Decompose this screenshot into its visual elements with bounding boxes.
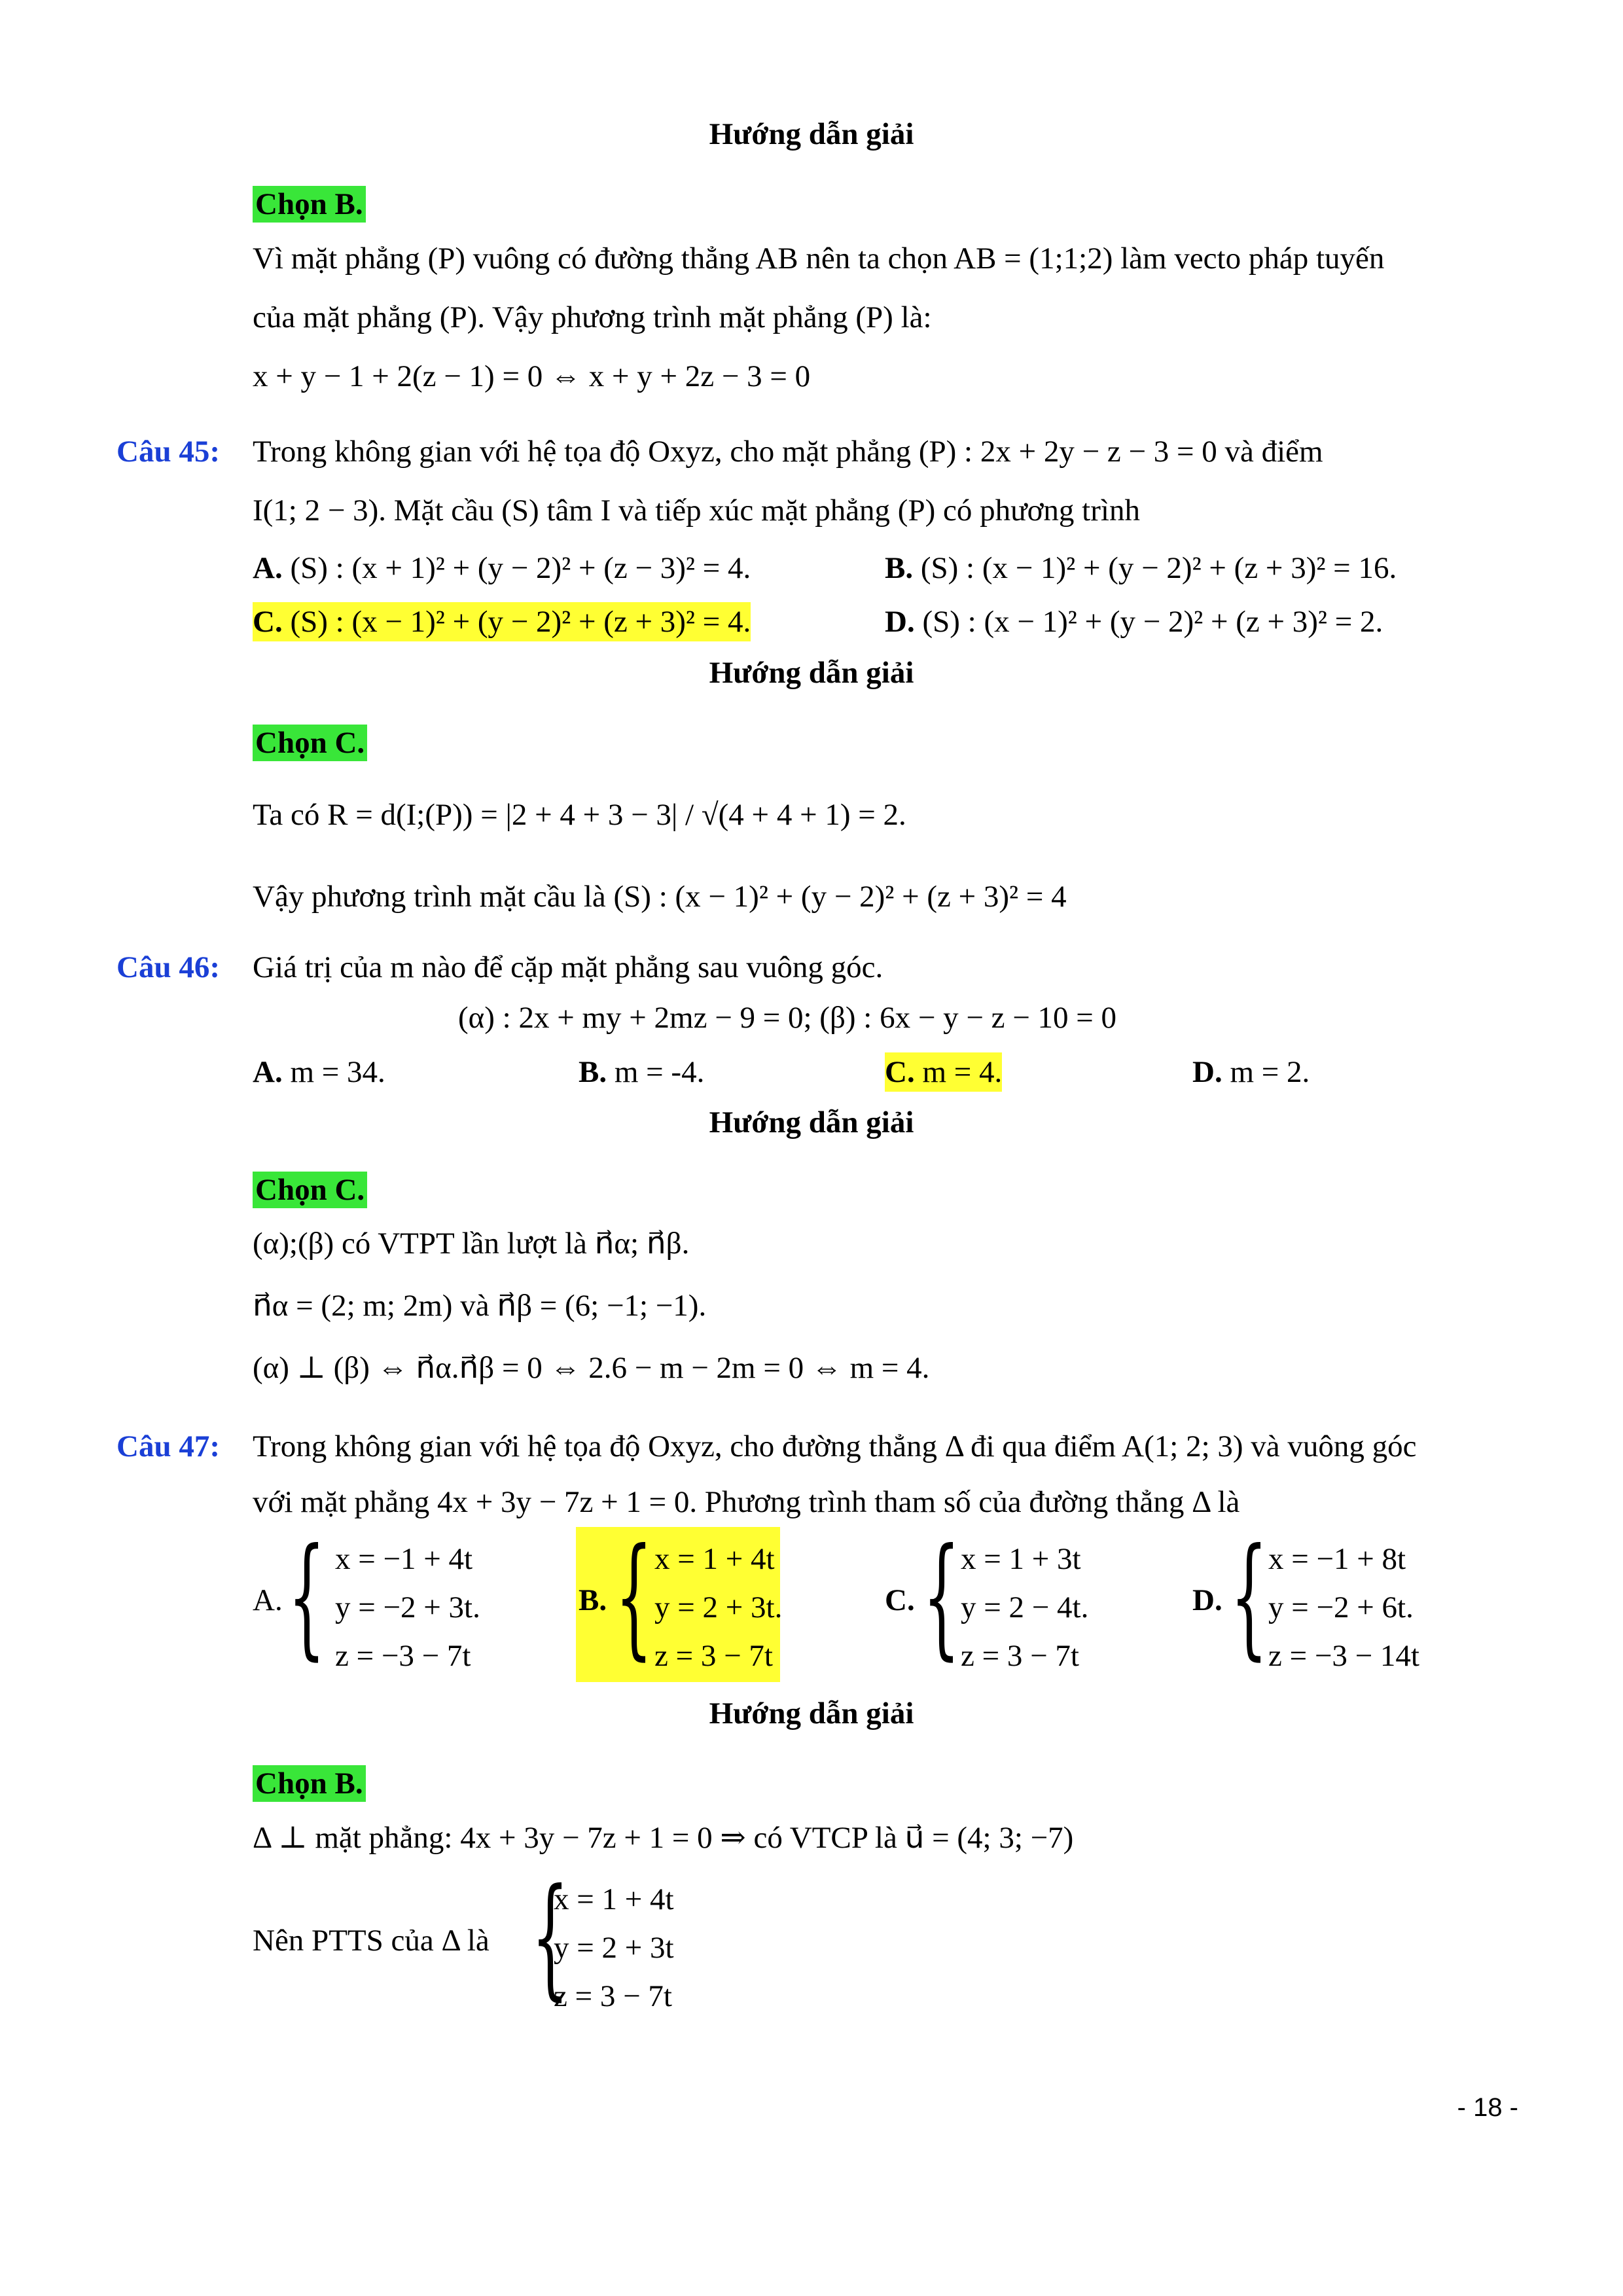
option-a: A. (S) : (x + 1)² + (y − 2)² + (z − 3)² = 4. [253, 551, 751, 585]
solution-line: Nên PTTS của Δ là [253, 1924, 490, 1958]
question-number: Câu 46: [116, 950, 220, 984]
solution-line: (α) ⊥ (β) ⇔ n⃗α.n⃗β = 0 ⇔ 2.6 − m − 2m = 0 ⇔ m = 4. [253, 1351, 930, 1385]
option-d-label: D. [1192, 1583, 1222, 1617]
solution-line: của mặt phẳng (P). Vậy phương trình mặt phẳng (P) là: [253, 300, 932, 334]
question-text: Trong không gian với hệ tọa độ Oxyz, cho mặt phẳng (P) : 2x + 2y − z − 3 = 0 và điểm [253, 435, 1323, 469]
option-d: D. m = 2. [1192, 1055, 1310, 1089]
option-a-label: A. [253, 1583, 283, 1617]
option-b-system: x = 1 + 4t y = 2 + 3t. z = 3 − 7t [654, 1542, 783, 1673]
option-c-label: C. [885, 1583, 915, 1617]
solution-line: n⃗α = (2; m; 2m) và n⃗β = (6; −1; −1). [253, 1289, 707, 1323]
solution-line: (α);(β) có VTPT lần lượt là n⃗α; n⃗β. [253, 1227, 690, 1261]
question-number: Câu 45: [116, 435, 220, 469]
solution-line: Vậy phương trình mặt cầu là (S) : (x − 1)² + (y − 2)² + (z + 3)² = 4 [253, 880, 1067, 914]
question-text: với mặt phẳng 4x + 3y − 7z + 1 = 0. Phương trình tham số của đường thẳng Δ là [253, 1485, 1240, 1519]
solution-line: Ta có R = d(I;(P)) = |2 + 4 + 3 − 3| / √(4 + 4 + 1) = 2. [253, 798, 906, 832]
left-brace-icon: { [1230, 1520, 1268, 1673]
solution-heading: Hướng dẫn giải [709, 117, 914, 151]
solution-heading: Hướng dẫn giải [709, 1696, 914, 1731]
answer-choice [253, 185, 366, 224]
question-text: I(1; 2 − 3). Mặt cầu (S) tâm I và tiếp xúc mặt phẳng (P) có phương trình [253, 493, 1140, 528]
solution-system: x = 1 + 4t y = 2 + 3t z = 3 − 7t [554, 1882, 674, 2013]
option-d-system: x = −1 + 8t y = −2 + 6t. z = −3 − 14t [1268, 1542, 1419, 1673]
option-a: A. m = 34. [253, 1055, 385, 1089]
option-d: D. (S) : (x − 1)² + (y − 2)² + (z + 3)² = 2. [885, 605, 1383, 639]
left-brace-icon: { [923, 1520, 961, 1673]
solution-heading: Hướng dẫn giải [709, 656, 914, 690]
choose-label: Chọn C. [253, 725, 367, 761]
question-text: (α) : 2x + my + 2mz − 9 = 0; (β) : 6x − y − z − 10 = 0 [458, 1001, 1116, 1035]
left-brace-icon: { [288, 1520, 326, 1673]
answer-choice [253, 1170, 367, 1210]
choose-label: Chọn B. [253, 1765, 366, 1802]
question-number: Câu 47: [116, 1429, 220, 1463]
solution-line: x + y − 1 + 2(z − 1) = 0 ⇔ x + y + 2z − 3 = 0 [253, 359, 811, 393]
answer-choice [253, 1764, 366, 1803]
question-text: Giá trị của m nào để cặp mặt phẳng sau vuông góc. [253, 950, 883, 984]
option-b: B. (S) : (x − 1)² + (y − 2)² + (z + 3)² = 16. [885, 551, 1397, 585]
page-number: - 18 - [1457, 2093, 1518, 2122]
answer-choice [253, 723, 367, 762]
solution-heading: Hướng dẫn giải [709, 1105, 914, 1139]
option-c-system: x = 1 + 3t y = 2 − 4t. z = 3 − 7t [961, 1542, 1089, 1673]
left-brace-icon: { [531, 1861, 569, 2013]
choose-label: Chọn B. [253, 186, 366, 223]
left-brace-icon: { [615, 1520, 653, 1673]
option-b-label: B. [579, 1583, 607, 1617]
question-text: Trong không gian với hệ tọa độ Oxyz, cho đường thẳng Δ đi qua điểm A(1; 2; 3) và vuông góc [253, 1429, 1417, 1463]
solution-line: Δ ⊥ mặt phẳng: 4x + 3y − 7z + 1 = 0 ⇒ có VTCP là u⃗ = (4; 3; −7) [253, 1821, 1074, 1855]
option-a-system: x = −1 + 4t y = −2 + 3t. z = −3 − 7t [335, 1542, 480, 1673]
option-c-correct: C. (S) : (x − 1)² + (y − 2)² + (z + 3)² = 4. [253, 602, 751, 641]
option-b: B. m = -4. [579, 1055, 705, 1089]
solution-line: Vì mặt phẳng (P) vuông có đường thẳng AB nên ta chọn AB = (1;1;2) làm vecto pháp tuyến [253, 242, 1385, 276]
option-c-correct: C. m = 4. [885, 1052, 1002, 1092]
choose-label: Chọn C. [253, 1172, 367, 1208]
